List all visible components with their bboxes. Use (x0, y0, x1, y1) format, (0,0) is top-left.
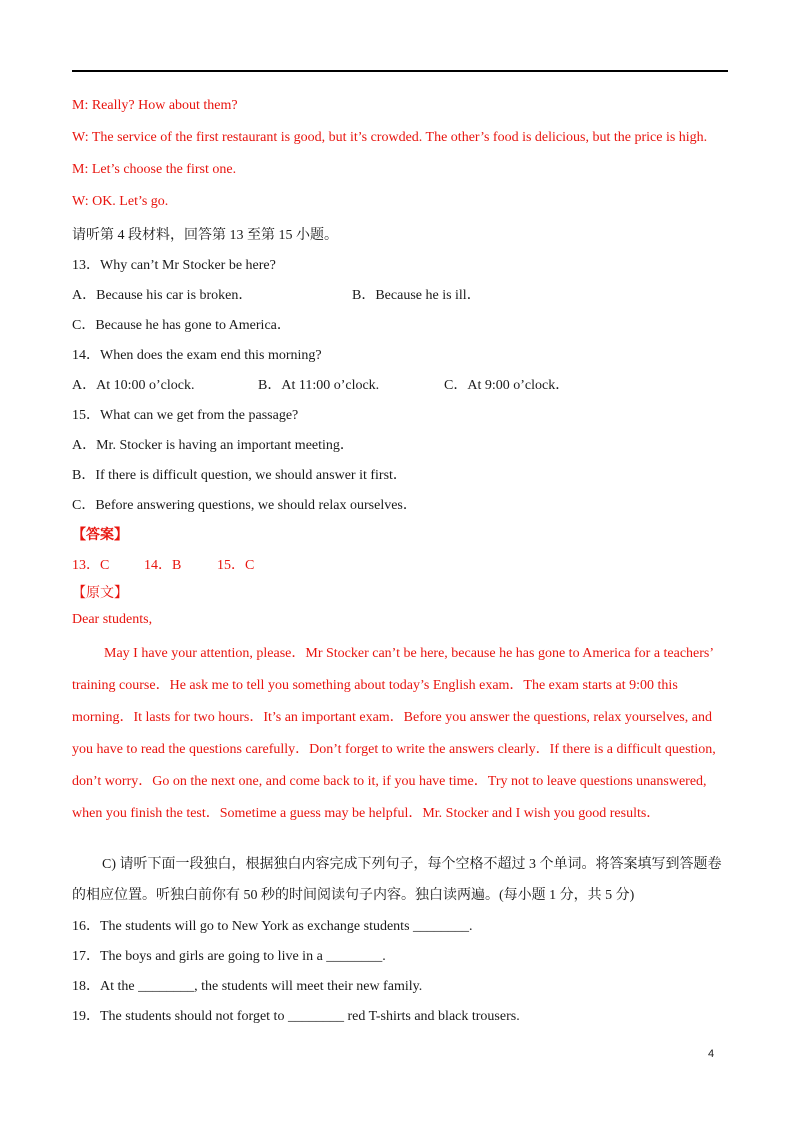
section-instruction: 请听第 4 段材料，回答第 13 至第 15 小题。 (72, 228, 338, 243)
question-15-stem: 15．What can we get from the passage? (72, 408, 299, 423)
source-heading: 【原文】 (72, 586, 128, 601)
source-line: morning．It lasts for two hours．It’s an important exam．Before you answer the questions, relax yourselves, and (72, 710, 712, 725)
dialog-line: W: OK. Let’s go. (72, 194, 169, 209)
question-13-option-b: B．Because he is ill． (352, 288, 481, 303)
question-13-stem: 13．Why can’t Mr Stocker be here? (72, 258, 276, 273)
page-number: 4 (708, 1048, 715, 1060)
answer-heading: 【答案】 (72, 528, 128, 543)
answer-14: 14．B (144, 558, 182, 573)
source-salutation: Dear students, (72, 612, 153, 627)
source-line: you have to read the questions carefully．Don’t forget to write the answers clearly．If there is a difficult question, (72, 742, 716, 757)
fill-question-19: 19．The students should not forget to ________ red T-shirts and black trousers. (72, 1009, 520, 1024)
source-line: training course．He ask me to tell you something about today’s English exam．The exam starts at 9:00 this (72, 678, 678, 693)
question-15-option-c: C．Before answering questions, we should relax ourselves． (72, 498, 417, 513)
question-14-option-b: B．At 11:00 o’clock. (258, 378, 380, 393)
question-15-option-b: B．If there is difficult question, we should answer it first． (72, 468, 407, 483)
answer-13: 13．C (72, 558, 110, 573)
source-line: May I have your attention, please．Mr Stocker can’t be here, because he has gone to America for a teachers’ (104, 646, 715, 661)
question-14-option-c: C．At 9:00 o’clock． (444, 378, 570, 393)
part-c-instruction-line2: 的相应位置。听独白前你有 50 秒的时间阅读句子内容。独白读两遍。(每小题 1 分，共 5 分) (72, 888, 635, 903)
question-13-option-a: A．Because his car is broken． (72, 288, 253, 303)
dialog-line: W: The service of the first restaurant is good, but it’s crowded. The other’s food is delicious, but the price is high. (72, 130, 708, 145)
answer-15: 15．C (217, 558, 255, 573)
question-15-option-a: A．Mr. Stocker is having an important meeting． (72, 438, 354, 453)
fill-question-17: 17．The boys and girls are going to live in a ________. (72, 949, 386, 964)
fill-question-16: 16．The students will go to New York as exchange students ________. (72, 919, 473, 934)
question-13-option-c: C．Because he has gone to America． (72, 318, 291, 333)
header-rule (72, 70, 728, 72)
dialog-line: M: Let’s choose the first one. (72, 162, 237, 177)
part-c-instruction-line1: C) 请听下面一段独白，根据独白内容完成下列句子，每个空格不超过 3 个单词。将答案填写到答题卷 (102, 857, 722, 872)
source-line: don’t worry．Go on the next one, and come back to it, if you have time．Try not to leave questions unanswered, (72, 774, 707, 789)
source-line: when you finish the test．Sometime a guess may be helpful．Mr. Stocker and I wish you good results． (72, 806, 661, 821)
dialog-line: M: Really? How about them? (72, 98, 238, 113)
fill-question-18: 18．At the ________, the students will meet their new family. (72, 979, 423, 994)
question-14-stem: 14．When does the exam end this morning? (72, 348, 322, 363)
question-14-option-a: A．At 10:00 o’clock. (72, 378, 195, 393)
